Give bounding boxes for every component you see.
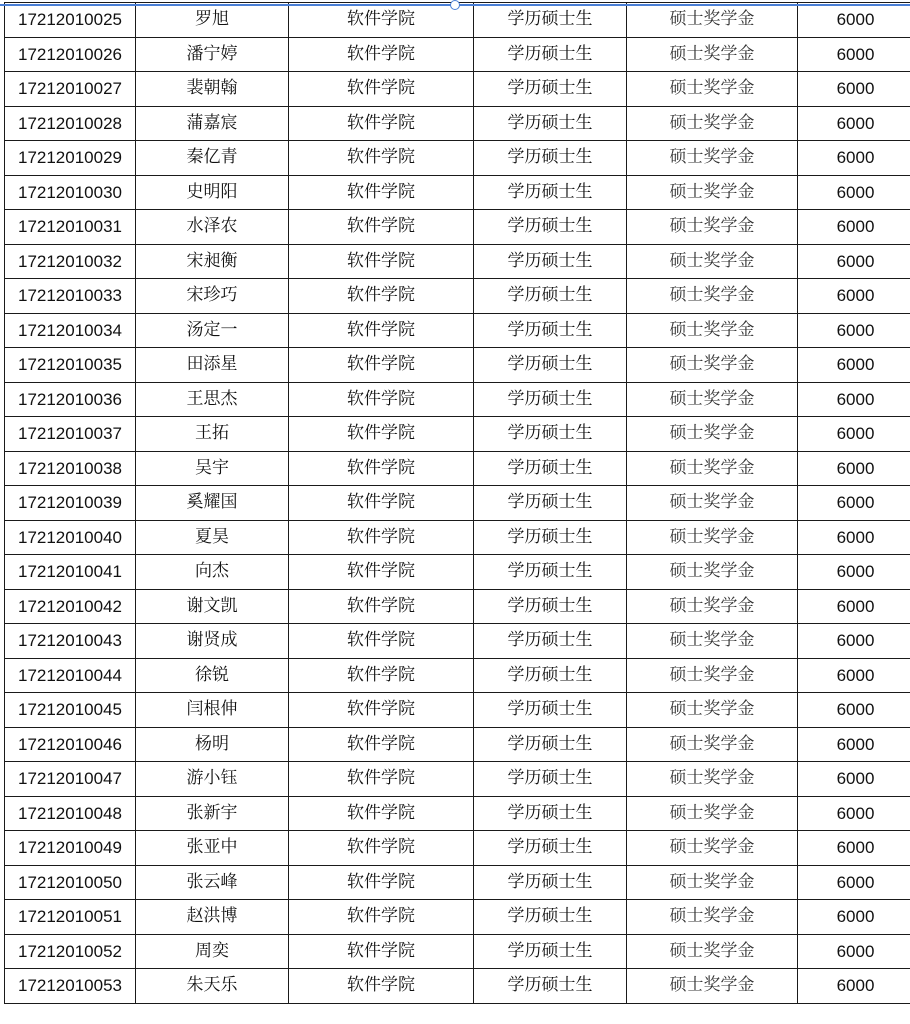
student-id-cell[interactable]: 17212010038 bbox=[5, 451, 136, 486]
college-cell[interactable]: 软件学院 bbox=[289, 969, 474, 1004]
award-amount-cell[interactable]: 6000 bbox=[798, 106, 910, 141]
degree-type-cell[interactable]: 学历硕士生 bbox=[474, 313, 627, 348]
award-type-cell[interactable]: 硕士奖学金 bbox=[627, 831, 798, 866]
table-row bbox=[5, 244, 910, 279]
degree-type-cell[interactable]: 学历硕士生 bbox=[474, 900, 627, 935]
college-cell[interactable]: 软件学院 bbox=[289, 762, 474, 797]
table-row bbox=[5, 555, 910, 590]
student-name-cell[interactable]: 张亚中 bbox=[136, 831, 289, 866]
student-name-cell[interactable]: 谢文凯 bbox=[136, 589, 289, 624]
award-type-cell[interactable]: 硕士奖学金 bbox=[627, 106, 798, 141]
award-type-cell[interactable]: 硕士奖学金 bbox=[627, 934, 798, 969]
award-type-cell[interactable]: 硕士奖学金 bbox=[627, 520, 798, 555]
student-id-cell[interactable]: 17212010026 bbox=[5, 37, 136, 72]
table-row bbox=[5, 382, 910, 417]
student-name-cell[interactable]: 向杰 bbox=[136, 555, 289, 590]
degree-type-cell[interactable]: 学历硕士生 bbox=[474, 451, 627, 486]
award-type-cell[interactable]: 硕士奖学金 bbox=[627, 3, 798, 38]
student-id-cell[interactable]: 17212010042 bbox=[5, 589, 136, 624]
college-cell[interactable]: 软件学院 bbox=[289, 693, 474, 728]
award-amount-cell[interactable]: 6000 bbox=[798, 417, 910, 452]
award-type-cell[interactable]: 硕士奖学金 bbox=[627, 210, 798, 245]
college-cell[interactable]: 软件学院 bbox=[289, 382, 474, 417]
award-type-cell[interactable]: 硕士奖学金 bbox=[627, 727, 798, 762]
award-type-cell[interactable]: 硕士奖学金 bbox=[627, 693, 798, 728]
student-id-cell[interactable]: 17212010041 bbox=[5, 555, 136, 590]
college-cell[interactable]: 软件学院 bbox=[289, 865, 474, 900]
table-row bbox=[5, 762, 910, 797]
award-type-cell[interactable]: 硕士奖学金 bbox=[627, 175, 798, 210]
college-cell[interactable]: 软件学院 bbox=[289, 348, 474, 383]
degree-type-cell[interactable]: 学历硕士生 bbox=[474, 210, 627, 245]
college-cell[interactable]: 软件学院 bbox=[289, 831, 474, 866]
degree-type-cell[interactable]: 学历硕士生 bbox=[474, 382, 627, 417]
college-cell[interactable]: 软件学院 bbox=[289, 658, 474, 693]
table-row bbox=[5, 486, 910, 521]
student-name-cell[interactable]: 夏昊 bbox=[136, 520, 289, 555]
award-amount-cell[interactable]: 6000 bbox=[798, 624, 910, 659]
college-cell[interactable]: 软件学院 bbox=[289, 589, 474, 624]
student-name-cell[interactable]: 水泽农 bbox=[136, 210, 289, 245]
student-name-cell[interactable]: 秦亿青 bbox=[136, 141, 289, 176]
student-name-cell[interactable]: 朱天乐 bbox=[136, 969, 289, 1004]
student-id-cell[interactable]: 17212010049 bbox=[5, 831, 136, 866]
degree-type-cell[interactable]: 学历硕士生 bbox=[474, 555, 627, 590]
award-type-cell[interactable]: 硕士奖学金 bbox=[627, 624, 798, 659]
college-cell[interactable]: 软件学院 bbox=[289, 313, 474, 348]
award-amount-cell[interactable]: 6000 bbox=[798, 555, 910, 590]
award-amount-cell[interactable]: 6000 bbox=[798, 3, 910, 38]
table-row bbox=[5, 900, 910, 935]
award-type-cell[interactable]: 硕士奖学金 bbox=[627, 348, 798, 383]
table-row bbox=[5, 589, 910, 624]
table-row bbox=[5, 727, 910, 762]
student-id-cell[interactable]: 17212010039 bbox=[5, 486, 136, 521]
award-type-cell[interactable]: 硕士奖学金 bbox=[627, 141, 798, 176]
award-type-cell[interactable]: 硕士奖学金 bbox=[627, 451, 798, 486]
college-cell[interactable]: 软件学院 bbox=[289, 244, 474, 279]
degree-type-cell[interactable]: 学历硕士生 bbox=[474, 37, 627, 72]
student-name-cell[interactable]: 王拓 bbox=[136, 417, 289, 452]
table-row bbox=[5, 693, 910, 728]
table-row bbox=[5, 37, 910, 72]
award-amount-cell[interactable]: 6000 bbox=[798, 313, 910, 348]
degree-type-cell[interactable]: 学历硕士生 bbox=[474, 693, 627, 728]
student-id-cell[interactable]: 17212010043 bbox=[5, 624, 136, 659]
college-cell[interactable]: 软件学院 bbox=[289, 72, 474, 107]
table-row bbox=[5, 796, 910, 831]
award-type-cell[interactable]: 硕士奖学金 bbox=[627, 969, 798, 1004]
award-type-cell[interactable]: 硕士奖学金 bbox=[627, 762, 798, 797]
student-id-cell[interactable]: 17212010052 bbox=[5, 934, 136, 969]
award-amount-cell[interactable]: 6000 bbox=[798, 382, 910, 417]
table-row bbox=[5, 348, 910, 383]
student-id-cell[interactable]: 17212010050 bbox=[5, 865, 136, 900]
degree-type-cell[interactable]: 学历硕士生 bbox=[474, 658, 627, 693]
student-name-cell[interactable]: 蒲嘉宸 bbox=[136, 106, 289, 141]
award-type-cell[interactable]: 硕士奖学金 bbox=[627, 555, 798, 590]
student-id-cell[interactable]: 17212010046 bbox=[5, 727, 136, 762]
student-name-cell[interactable]: 汤定一 bbox=[136, 313, 289, 348]
degree-type-cell[interactable]: 学历硕士生 bbox=[474, 934, 627, 969]
student-name-cell[interactable]: 游小钰 bbox=[136, 762, 289, 797]
award-amount-cell[interactable]: 6000 bbox=[798, 934, 910, 969]
degree-type-cell[interactable]: 学历硕士生 bbox=[474, 762, 627, 797]
student-name-cell[interactable]: 罗旭 bbox=[136, 3, 289, 38]
table-row bbox=[5, 417, 910, 452]
table-row bbox=[5, 934, 910, 969]
degree-type-cell[interactable]: 学历硕士生 bbox=[474, 831, 627, 866]
award-amount-cell[interactable]: 6000 bbox=[798, 348, 910, 383]
award-amount-cell[interactable]: 6000 bbox=[798, 796, 910, 831]
student-name-cell[interactable]: 张云峰 bbox=[136, 865, 289, 900]
award-amount-cell[interactable]: 6000 bbox=[798, 37, 910, 72]
award-amount-cell[interactable]: 6000 bbox=[798, 865, 910, 900]
student-id-cell[interactable]: 17212010025 bbox=[5, 3, 136, 38]
student-id-cell[interactable]: 17212010036 bbox=[5, 382, 136, 417]
table-row bbox=[5, 831, 910, 866]
student-name-cell[interactable]: 杨明 bbox=[136, 727, 289, 762]
award-amount-cell[interactable]: 6000 bbox=[798, 244, 910, 279]
student-id-cell[interactable]: 17212010032 bbox=[5, 244, 136, 279]
award-type-cell[interactable]: 硕士奖学金 bbox=[627, 313, 798, 348]
degree-type-cell[interactable]: 学历硕士生 bbox=[474, 244, 627, 279]
student-name-cell[interactable]: 奚耀国 bbox=[136, 486, 289, 521]
award-amount-cell[interactable]: 6000 bbox=[798, 210, 910, 245]
degree-type-cell[interactable]: 学历硕士生 bbox=[474, 106, 627, 141]
student-id-cell[interactable]: 17212010037 bbox=[5, 417, 136, 452]
table-row bbox=[5, 865, 910, 900]
table-row bbox=[5, 210, 910, 245]
student-name-cell[interactable]: 周奕 bbox=[136, 934, 289, 969]
degree-type-cell[interactable]: 学历硕士生 bbox=[474, 175, 627, 210]
award-amount-cell[interactable]: 6000 bbox=[798, 451, 910, 486]
student-name-cell[interactable]: 张新宇 bbox=[136, 796, 289, 831]
degree-type-cell[interactable]: 学历硕士生 bbox=[474, 486, 627, 521]
table-row bbox=[5, 279, 910, 314]
award-type-cell[interactable]: 硕士奖学金 bbox=[627, 658, 798, 693]
degree-type-cell[interactable]: 学历硕士生 bbox=[474, 3, 627, 38]
award-type-cell[interactable]: 硕士奖学金 bbox=[627, 486, 798, 521]
award-amount-cell[interactable]: 6000 bbox=[798, 520, 910, 555]
table-row bbox=[5, 658, 910, 693]
degree-type-cell[interactable]: 学历硕士生 bbox=[474, 624, 627, 659]
college-cell[interactable]: 软件学院 bbox=[289, 900, 474, 935]
student-id-cell[interactable]: 17212010044 bbox=[5, 658, 136, 693]
degree-type-cell[interactable]: 学历硕士生 bbox=[474, 589, 627, 624]
college-cell[interactable]: 软件学院 bbox=[289, 486, 474, 521]
award-type-cell[interactable]: 硕士奖学金 bbox=[627, 72, 798, 107]
award-amount-cell[interactable]: 6000 bbox=[798, 693, 910, 728]
student-id-cell[interactable]: 17212010053 bbox=[5, 969, 136, 1004]
student-id-cell[interactable]: 17212010034 bbox=[5, 313, 136, 348]
award-amount-cell[interactable]: 6000 bbox=[798, 486, 910, 521]
college-cell[interactable]: 软件学院 bbox=[289, 520, 474, 555]
college-cell[interactable]: 软件学院 bbox=[289, 934, 474, 969]
table-row bbox=[5, 141, 910, 176]
student-id-cell[interactable]: 17212010051 bbox=[5, 900, 136, 935]
college-cell[interactable]: 软件学院 bbox=[289, 727, 474, 762]
degree-type-cell[interactable]: 学历硕士生 bbox=[474, 417, 627, 452]
student-id-cell[interactable]: 17212010028 bbox=[5, 106, 136, 141]
degree-type-cell[interactable]: 学历硕士生 bbox=[474, 141, 627, 176]
degree-type-cell[interactable]: 学历硕士生 bbox=[474, 865, 627, 900]
degree-type-cell[interactable]: 学历硕士生 bbox=[474, 348, 627, 383]
college-cell[interactable]: 软件学院 bbox=[289, 417, 474, 452]
student-name-cell[interactable]: 潘宁婷 bbox=[136, 37, 289, 72]
college-cell[interactable]: 软件学院 bbox=[289, 624, 474, 659]
award-type-cell[interactable]: 硕士奖学金 bbox=[627, 279, 798, 314]
student-name-cell[interactable]: 田添星 bbox=[136, 348, 289, 383]
award-amount-cell[interactable]: 6000 bbox=[798, 969, 910, 1004]
student-id-cell[interactable]: 17212010048 bbox=[5, 796, 136, 831]
award-type-cell[interactable]: 硕士奖学金 bbox=[627, 382, 798, 417]
award-amount-cell[interactable]: 6000 bbox=[798, 727, 910, 762]
table-row bbox=[5, 520, 910, 555]
table-row bbox=[5, 313, 910, 348]
student-name-cell[interactable]: 史明阳 bbox=[136, 175, 289, 210]
award-amount-cell[interactable]: 6000 bbox=[798, 72, 910, 107]
student-name-cell[interactable]: 宋珍巧 bbox=[136, 279, 289, 314]
student-id-cell[interactable]: 17212010033 bbox=[5, 279, 136, 314]
student-id-cell[interactable]: 17212010027 bbox=[5, 72, 136, 107]
table-row bbox=[5, 175, 910, 210]
award-type-cell[interactable]: 硕士奖学金 bbox=[627, 37, 798, 72]
table-row bbox=[5, 451, 910, 486]
award-type-cell[interactable]: 硕士奖学金 bbox=[627, 900, 798, 935]
degree-type-cell[interactable]: 学历硕士生 bbox=[474, 796, 627, 831]
college-cell[interactable]: 软件学院 bbox=[289, 796, 474, 831]
table-row bbox=[5, 969, 910, 1004]
student-name-cell[interactable]: 谢贤成 bbox=[136, 624, 289, 659]
student-name-cell[interactable]: 吴宇 bbox=[136, 451, 289, 486]
award-amount-cell[interactable]: 6000 bbox=[798, 658, 910, 693]
award-amount-cell[interactable]: 6000 bbox=[798, 141, 910, 176]
award-amount-cell[interactable]: 6000 bbox=[798, 279, 910, 314]
degree-type-cell[interactable]: 学历硕士生 bbox=[474, 279, 627, 314]
award-amount-cell[interactable]: 6000 bbox=[798, 589, 910, 624]
award-type-cell[interactable]: 硕士奖学金 bbox=[627, 244, 798, 279]
table-row bbox=[5, 106, 910, 141]
award-type-cell[interactable]: 硕士奖学金 bbox=[627, 865, 798, 900]
college-cell[interactable]: 软件学院 bbox=[289, 210, 474, 245]
college-cell[interactable]: 软件学院 bbox=[289, 175, 474, 210]
college-cell[interactable]: 软件学院 bbox=[289, 555, 474, 590]
college-cell[interactable]: 软件学院 bbox=[289, 3, 474, 38]
student-name-cell[interactable]: 赵洪博 bbox=[136, 900, 289, 935]
student-id-cell[interactable]: 17212010040 bbox=[5, 520, 136, 555]
degree-type-cell[interactable]: 学历硕士生 bbox=[474, 520, 627, 555]
college-cell[interactable]: 软件学院 bbox=[289, 451, 474, 486]
student-name-cell[interactable]: 王思杰 bbox=[136, 382, 289, 417]
award-amount-cell[interactable]: 6000 bbox=[798, 175, 910, 210]
student-name-cell[interactable]: 闫根伸 bbox=[136, 693, 289, 728]
student-name-cell[interactable]: 宋昶衡 bbox=[136, 244, 289, 279]
award-amount-cell[interactable]: 6000 bbox=[798, 900, 910, 935]
award-amount-cell[interactable]: 6000 bbox=[798, 831, 910, 866]
college-cell[interactable]: 软件学院 bbox=[289, 279, 474, 314]
student-id-cell[interactable]: 17212010029 bbox=[5, 141, 136, 176]
award-type-cell[interactable]: 硕士奖学金 bbox=[627, 417, 798, 452]
award-type-cell[interactable]: 硕士奖学金 bbox=[627, 589, 798, 624]
award-amount-cell[interactable]: 6000 bbox=[798, 762, 910, 797]
table-row bbox=[5, 624, 910, 659]
student-name-cell[interactable]: 徐锐 bbox=[136, 658, 289, 693]
award-type-cell[interactable]: 硕士奖学金 bbox=[627, 796, 798, 831]
degree-type-cell[interactable]: 学历硕士生 bbox=[474, 969, 627, 1004]
table-body bbox=[5, 3, 910, 1004]
selection-resize-handle[interactable] bbox=[450, 0, 460, 10]
student-id-cell[interactable]: 17212010035 bbox=[5, 348, 136, 383]
student-id-cell[interactable]: 17212010045 bbox=[5, 693, 136, 728]
college-cell[interactable]: 软件学院 bbox=[289, 106, 474, 141]
student-id-cell[interactable]: 17212010031 bbox=[5, 210, 136, 245]
scholarship-table bbox=[4, 2, 910, 1004]
student-id-cell[interactable]: 17212010030 bbox=[5, 175, 136, 210]
college-cell[interactable]: 软件学院 bbox=[289, 37, 474, 72]
college-cell[interactable]: 软件学院 bbox=[289, 141, 474, 176]
degree-type-cell[interactable]: 学历硕士生 bbox=[474, 72, 627, 107]
student-id-cell[interactable]: 17212010047 bbox=[5, 762, 136, 797]
table-row bbox=[5, 72, 910, 107]
student-name-cell[interactable]: 裴朝翰 bbox=[136, 72, 289, 107]
degree-type-cell[interactable]: 学历硕士生 bbox=[474, 727, 627, 762]
